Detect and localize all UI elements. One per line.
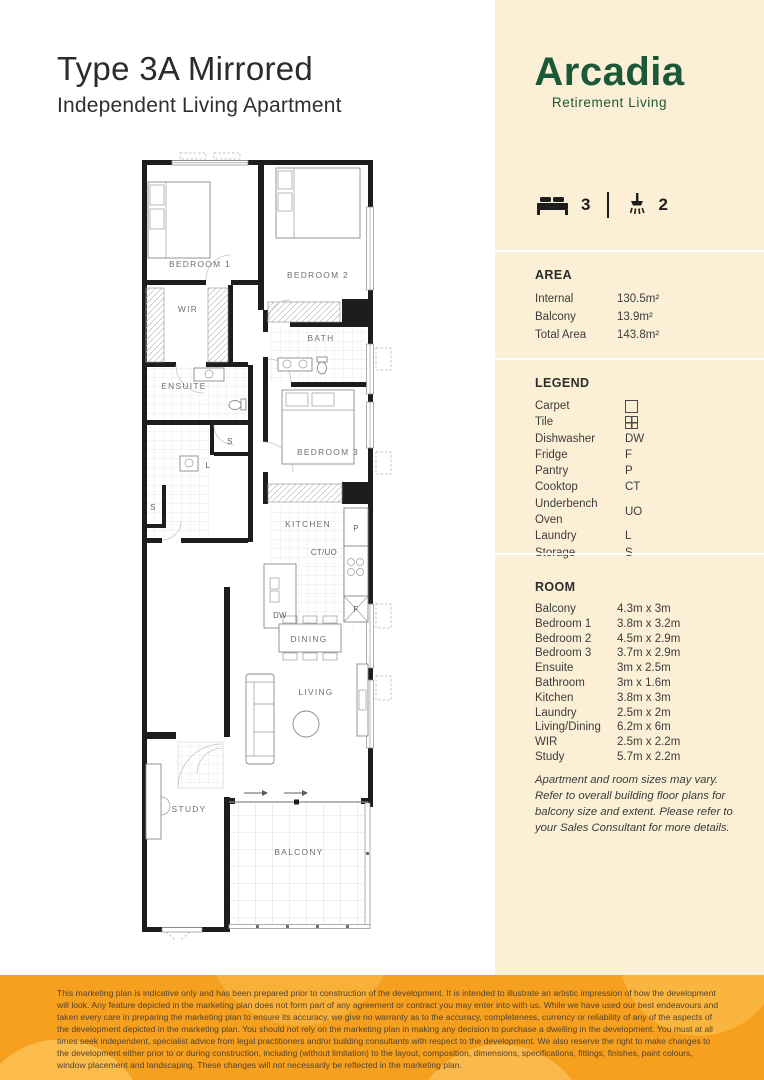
brand-name: Arcadia [534,50,685,94]
study-desk [146,764,170,839]
legend-row: Tile [535,414,746,430]
label-bedroom3: BEDROOM 3 [297,447,359,457]
area-section [535,268,746,344]
legend-section [535,376,746,561]
header [57,50,342,118]
room-row: Living/Dining 6.2m x 6m [535,721,671,734]
tile-swatch-icon [625,416,638,429]
bedroom-count: 3 [581,195,591,214]
panel-divider-3 [495,553,764,555]
legend-row: Laundry L [535,530,632,543]
legend-row: Underbench Oven UO [535,497,643,527]
legend-row: Fridge F [535,448,633,461]
marker-storage-2: S [150,503,156,512]
label-wir: WIR [177,304,199,314]
bed-bath-stats [495,192,708,218]
area-heading: AREA [535,268,573,282]
shower-icon [625,192,649,218]
brand-logo [495,52,724,110]
room-row: Study 5.7m x 2.2m [535,750,681,763]
room-row: Bedroom 3 3.7m x 2.9m [535,647,681,660]
marker-cooktop-oven: CT/UO [310,548,338,557]
room-row: Bedroom 1 3.8m x 3.2m [535,617,681,630]
legend-row: Dishwasher DW [535,432,645,445]
label-kitchen: KITCHEN [285,519,331,529]
bed-icon [535,193,571,217]
room-section [535,580,746,765]
legend-row: Cooktop CT [535,481,641,494]
label-dining: DINING [290,634,328,644]
area-row: Internal 130.5m² [535,293,660,305]
page-subtitle: Independent Living Apartment [57,94,342,117]
room-row: Laundry 2.5m x 2m [535,706,671,719]
carpet-swatch-icon [625,400,638,413]
room-heading: ROOM [535,580,576,594]
footer-band [0,975,764,1080]
marker-laundry: L [205,461,211,470]
floor-plan [136,152,442,945]
legend-heading: LEGEND [535,376,590,390]
label-balcony: BALCONY [274,847,324,857]
label-study: STUDY [171,804,207,814]
info-panel [495,0,764,975]
room-row: Bathroom 3m x 1.6m [535,676,671,689]
marker-dishwasher: DW [273,611,287,620]
bed-1 [148,182,210,258]
room-row: Bedroom 2 4.5m x 2.9m [535,632,681,645]
floor-plan-svg [136,152,442,940]
legend-row: Carpet [535,398,746,414]
living-furniture [246,664,368,764]
bed-2 [276,168,360,238]
disclaimer-text: This marketing plan is indicative only and has been prepared prior to construction of the development. It is intended to illustrate an artistic impression of how the development will look. Any feature depicted in the marketing plan does not form part of any agreement or contract you may enter into with us. While we have used our best endeavours and taken every care in preparing the marketing plan to ensure its accuracy, we give no warranty as to the accuracy, completeness, currency or reliability of any of the aspects of the development depicted in the marketing plan. You should not rely on the marketing plan in making any decision to purchase a dwelling in the development. You must at all times seek independent, specialist advice from legal practitioners and/or building consultants with respect to the development. We also reserve the right to make changes to the development either prior to or during construction, including (without limitation) to the layout, composition, dimensions, specifications, fittings, finishes, paint colours, window placement and landscaping. These changes will not necessarily be reflected in the marketing plan. [57,988,719,1071]
room-row: Kitchen 3.8m x 3m [535,691,671,704]
label-living: LIVING [298,687,334,697]
brand-tagline: Retirement Living [551,95,668,110]
panel-divider-1 [495,250,764,252]
marker-pantry: P [353,524,359,533]
room-row: Ensuite 3m x 2.5m [535,662,671,675]
legend-row: Pantry P [535,465,633,478]
page-title: Type 3A Mirrored [57,50,314,87]
marker-fridge: F [353,605,359,614]
label-bath: BATH [307,333,335,343]
label-bedroom2: BEDROOM 2 [287,270,349,280]
room-row: Balcony 4.3m x 3m [535,603,671,615]
stats-divider [607,192,609,218]
area-row: Total Area 143.8m² [535,329,660,341]
marker-storage-1: S [227,437,233,446]
bathroom-count: 2 [658,195,668,214]
laundry-trough [180,456,198,471]
label-ensuite: ENSUITE [161,381,207,391]
area-row: Balcony 13.9m² [535,311,653,323]
sizes-note: Apartment and room sizes may vary. Refer to overall building floor plans for balcony size and extent. Please refer to your Sales Consultant for more details. [535,774,733,834]
label-bedroom1: BEDROOM 1 [169,259,231,269]
panel-divider-2 [495,358,764,360]
sliding-door [229,790,368,805]
room-row: WIR 2.5m x 2.2m [535,736,681,749]
